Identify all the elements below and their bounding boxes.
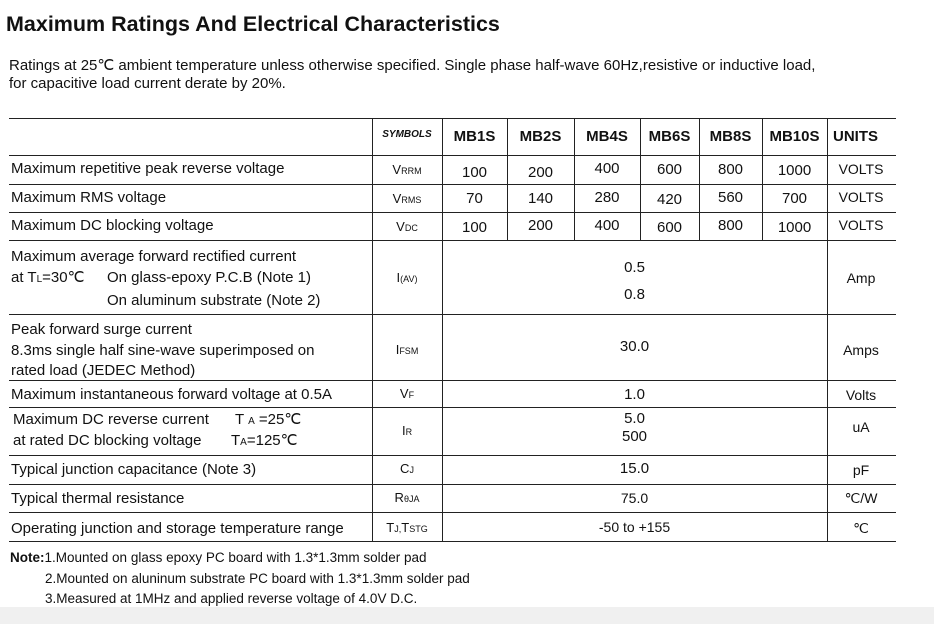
model-header-mb6s: MB6S <box>648 128 691 145</box>
model-header-mb4s: MB4S <box>586 128 628 145</box>
vrms-label: Maximum RMS voltage <box>11 189 167 206</box>
cj-unit: pF <box>852 462 870 478</box>
tj-value: -50 to +155 <box>598 519 671 535</box>
tj-unit: ℃ <box>853 520 869 536</box>
note-1: Note:1.Mounted on glass epoxy PC board with 1.3*1.3mm solder pad <box>10 550 427 565</box>
iav-label-line-2: at TL=30℃ <box>11 269 85 286</box>
vdc-mb4s: 400 <box>594 217 620 234</box>
vdc-mb2s: 200 <box>527 217 554 234</box>
vrms-mb2s: 140 <box>527 190 554 207</box>
ir-condition-125c: TA=125℃ <box>231 432 298 449</box>
ir-label-line-2: at rated DC blocking voltage <box>13 432 202 449</box>
vrrm-unit: VOLTS <box>838 161 884 177</box>
vrrm-mb8s: 800 <box>717 161 744 178</box>
tj-label: Operating junction and storage temperature range <box>11 520 344 537</box>
intro-line-1: Ratings at 25℃ ambient temperature unless otherwise specified. Single phase half-wave 60Hz,resistive or inductive load, <box>9 57 816 74</box>
vrms-mb10s: 700 <box>781 190 808 207</box>
ifsm-label-line-2: 8.3ms single half sine-wave superimposed on <box>11 342 315 359</box>
vrrm-mb2s: 200 <box>527 164 554 181</box>
vrrm-symbol: VRRM <box>392 162 422 177</box>
symbols-header: SYMBOLS <box>382 129 432 140</box>
note-3: 3.Measured at 1MHz and applied reverse voltage of 4.0V D.C. <box>45 591 418 606</box>
model-header-mb1s: MB1S <box>453 128 496 145</box>
model-header-mb8s: MB8S <box>709 128 752 145</box>
rth-label: Typical thermal resistance <box>11 490 185 507</box>
ifsm-unit: Amps <box>843 342 879 358</box>
ir-condition-25c: T A =25℃ <box>235 411 302 428</box>
vf-symbol: VF <box>399 386 415 401</box>
cj-label: Typical junction capacitance (Note 3) <box>11 461 257 478</box>
ir-symbol: IR <box>401 423 413 438</box>
units-header: UNITS <box>833 128 878 145</box>
page-bottom-strip <box>0 607 934 624</box>
vdc-label: Maximum DC blocking voltage <box>11 217 214 234</box>
vrms-mb4s: 280 <box>594 189 620 206</box>
row-divider <box>9 407 896 408</box>
page-title: Maximum Ratings And Electrical Characteristics <box>6 12 500 36</box>
ifsm-symbol: IFSM <box>395 342 419 357</box>
ir-label-line-1: Maximum DC reverse current <box>13 411 209 428</box>
rth-unit: ℃/W <box>844 490 878 506</box>
model-header-mb2s: MB2S <box>519 128 562 145</box>
vdc-unit: VOLTS <box>838 217 884 233</box>
ifsm-label-line-1: Peak forward surge current <box>11 321 192 338</box>
vrms-mb6s: 420 <box>656 191 683 208</box>
vdc-mb6s: 600 <box>656 219 683 236</box>
vrrm-mb6s: 600 <box>656 161 683 178</box>
row-divider <box>9 240 896 241</box>
vf-unit: Volts <box>845 387 877 403</box>
vdc-mb10s: 1000 <box>777 219 812 236</box>
vdc-mb8s: 800 <box>717 217 744 234</box>
cj-value: 15.0 <box>619 460 650 477</box>
iav-value-aluminum: 0.8 <box>624 286 645 303</box>
vrrm-mb1s: 100 <box>461 164 488 181</box>
col-divider <box>442 118 443 541</box>
model-header-mb10s: MB10S <box>769 128 820 145</box>
vrms-mb1s: 70 <box>466 190 483 207</box>
vrrm-mb10s: 1000 <box>777 162 812 179</box>
ifsm-value: 30.0 <box>619 338 650 355</box>
iav-label-line-1: Maximum average forward rectified current <box>11 248 297 265</box>
vdc-mb1s: 100 <box>461 219 488 236</box>
row-divider <box>9 512 896 513</box>
vdc-symbol: VDC <box>396 219 418 234</box>
table-bottom-border <box>9 541 896 542</box>
iav-value-glass: 0.5 <box>624 259 645 276</box>
iav-symbol: I(AV) <box>396 270 418 285</box>
ir-value-125c: 500 <box>621 428 648 445</box>
ir-unit: uA <box>852 419 870 435</box>
intro-line-2: for capacitive load current derate by 20%. <box>9 75 286 92</box>
cj-symbol: CJ <box>400 461 414 476</box>
row-divider <box>9 484 896 485</box>
vrms-symbol: VRMS <box>392 191 422 206</box>
vf-value: 1.0 <box>624 386 645 403</box>
note-2: 2.Mounted on aluninum substrate PC board with 1.3*1.3mm solder pad <box>45 571 470 586</box>
vrrm-mb4s: 400 <box>594 160 620 177</box>
row-divider <box>9 314 896 315</box>
iav-condition-aluminum: On aluminum substrate (Note 2) <box>107 292 321 309</box>
rth-value: 75.0 <box>620 490 649 506</box>
vrrm-label: Maximum repetitive peak reverse voltage <box>11 160 285 177</box>
iav-condition-glass: On glass-epoxy P.C.B (Note 1) <box>107 269 311 286</box>
vrms-mb8s: 560 <box>717 189 744 206</box>
row-divider <box>9 455 896 456</box>
iav-unit: Amp <box>846 270 876 286</box>
tj-symbol: TJ,TSTG <box>386 520 428 535</box>
rth-symbol: RθJA <box>394 490 420 505</box>
ir-value-25c: 5.0 <box>624 410 645 427</box>
vf-label: Maximum instantaneous forward voltage at 0.5A <box>11 386 332 403</box>
vrms-unit: VOLTS <box>838 189 884 205</box>
col-divider <box>372 118 373 541</box>
ifsm-label-line-3: rated load (JEDEC Method) <box>11 362 196 379</box>
